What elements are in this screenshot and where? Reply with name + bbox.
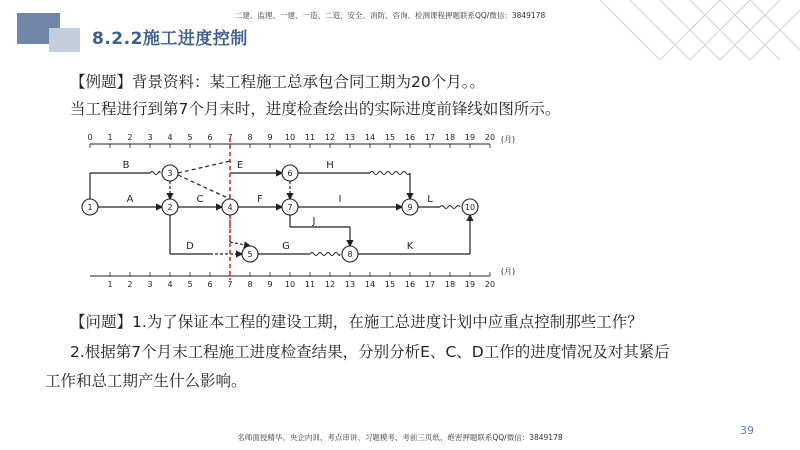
top-tick-label: 11: [304, 133, 316, 142]
bottom-tick-label: 6: [207, 280, 213, 289]
top-tick-label: 20: [484, 133, 496, 142]
node-label: 6: [287, 169, 293, 178]
node-label: 2: [167, 203, 173, 212]
top-tick-label: 2: [127, 133, 133, 142]
top-tick-label: 1: [107, 133, 113, 142]
decor-diagonal-lines: [560, 0, 800, 60]
node-label: 1: [87, 203, 93, 212]
node-label: 10: [464, 203, 476, 212]
time-scaled-network-diagram: [70, 130, 540, 295]
activity-label: L: [427, 194, 433, 205]
bottom-tick-label: 7: [227, 280, 233, 289]
top-tick-label: 8: [247, 133, 253, 142]
top-unit-label: (月): [500, 135, 516, 144]
page-number: 39: [740, 424, 754, 437]
bottom-tick-label: 11: [304, 280, 316, 289]
bottom-tick-label: 19: [464, 280, 476, 289]
bottom-tick-label: 4: [167, 280, 173, 289]
bottom-tick-label: 18: [444, 280, 456, 289]
top-tick-label: 19: [464, 133, 476, 142]
top-tick-label: 10: [284, 133, 296, 142]
activity-E-dash-b: [178, 175, 230, 199]
bottom-tick-label: 9: [267, 280, 273, 289]
activity-B-freefloat: [150, 172, 160, 175]
question-2-line-1: 2.根据第7个月末工程施工进度检查结果，分别分析E、C、D工作的进度情况及对其紧后: [70, 343, 670, 361]
activity-label: C: [196, 194, 204, 205]
node-label: 9: [407, 203, 413, 212]
bottom-tick-label: 1: [107, 280, 113, 289]
example-line-2: 当工程进行到第7个月末时，进度检查绘出的实际进度前锋线如图所示。: [70, 100, 561, 118]
top-tick-label: 15: [384, 133, 396, 142]
bottom-tick-label: 8: [247, 280, 253, 289]
node-label: 5: [247, 250, 253, 259]
top-tick-label: 16: [404, 133, 416, 142]
top-tick-label: 6: [207, 133, 213, 142]
activity-label: I: [338, 194, 342, 205]
question-1: 【问题】1.为了保证本工程的建设工期，在施工总进度计划中应重点控制那些工作？: [70, 313, 643, 331]
top-tick-label: 9: [267, 133, 273, 142]
bottom-tick-label: 2: [127, 280, 133, 289]
top-tick-label: 14: [364, 133, 376, 142]
bottom-tick-label: 20: [484, 280, 496, 289]
node-label: 4: [227, 203, 233, 212]
activity-label: H: [326, 160, 334, 171]
top-tick-label: 13: [344, 133, 356, 142]
bottom-tick-label: 15: [384, 280, 396, 289]
top-tick-label: 5: [187, 133, 193, 142]
top-time-axis: [87, 133, 515, 148]
bottom-tick-label: 16: [404, 280, 416, 289]
section-title: 8.2.2施工进度控制: [92, 29, 248, 49]
top-tick-label: 3: [147, 133, 153, 142]
bottom-tick-label: 5: [187, 280, 193, 289]
activity-label: F: [257, 194, 263, 205]
header-note: 二建、监理、一建、一造、二造、安全、消防、咨询、检测课程押题联系QQ/微信：3849178: [235, 11, 546, 20]
top-tick-label: 0: [87, 133, 93, 142]
top-tick-label: 7: [227, 133, 233, 142]
node-label: 8: [347, 250, 353, 259]
decor-block-light: [49, 28, 80, 52]
bottom-tick-label: 17: [424, 280, 436, 289]
activity-E-dash-a: [178, 161, 230, 173]
bottom-tick-label: 10: [284, 280, 296, 289]
footer-note: 名师面授精华、央企内训、考点串讲、习题模考、考前三页纸、绝密押题联系QQ/微信：3849178: [237, 433, 563, 442]
activity-label: G: [282, 241, 290, 252]
node-label: 7: [287, 203, 293, 212]
bottom-tick-label: 13: [344, 280, 356, 289]
activity-label: D: [186, 241, 194, 252]
bottom-tick-label: 12: [324, 280, 336, 289]
bottom-time-axis: [90, 267, 515, 289]
activity-H-freefloat: [370, 172, 410, 175]
activity-label: A: [126, 194, 134, 205]
event-nodes: [82, 165, 478, 262]
node-label: 3: [167, 169, 173, 178]
activity-label: K: [406, 241, 414, 252]
dummy-4-5-b: [230, 242, 250, 246]
top-tick-label: 4: [167, 133, 173, 142]
bottom-tick-label: 3: [147, 280, 153, 289]
top-tick-label: 17: [424, 133, 436, 142]
bottom-tick-label: 14: [364, 280, 376, 289]
activity-label: B: [122, 160, 130, 171]
bottom-unit-label: (月): [500, 267, 516, 276]
activity-label: J: [312, 216, 316, 227]
question-2-line-2: 工作和总工期产生什么影响。: [45, 372, 247, 390]
top-tick-label: 18: [444, 133, 456, 142]
activity-G-freefloat: [310, 253, 340, 256]
activity-label: E: [236, 160, 244, 171]
top-tick-label: 12: [324, 133, 336, 142]
example-line-1: 【例题】背景资料：某工程施工总承包合同工期为20个月。。: [70, 73, 485, 91]
activity-L-freefloat: [440, 206, 460, 209]
